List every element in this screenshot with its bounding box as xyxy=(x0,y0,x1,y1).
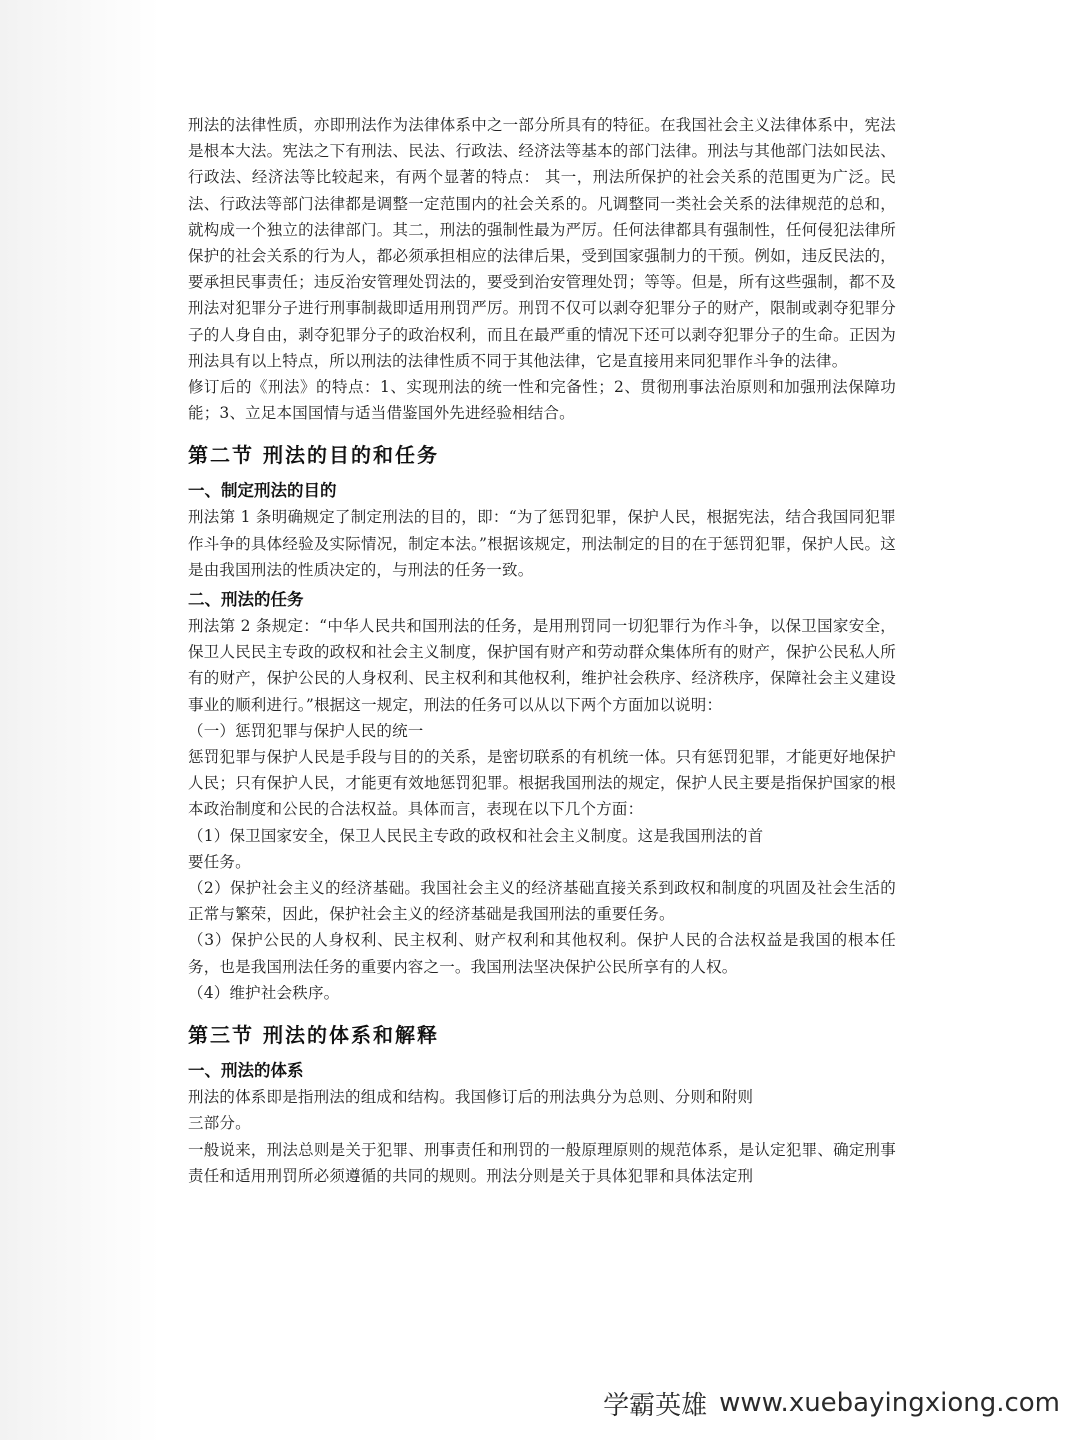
page-shadow-edge xyxy=(0,0,160,1440)
section-2-sub-2-text: 刑法第 2 条规定：“中华人民共和国刑法的任务，是用刑罚同一切犯罪行为作斗争，以保卫国家安全，保卫人民民主专政的政权和社会主义制度，保护国有财产和劳动群众集体所有的财产，保护公民私人所有的财产，保护公民的人身权利、民主权利和其他权利，维护社会秩序、经济秩序，保障社会主义建设事业的顺利进行。”根据这一规定，刑法的任务可以从以下两个方面加以说明： xyxy=(188,617,896,714)
task-item-3: （3）保护公民的人身权利、民主权利、财产权利和其他权利。保护人民的合法权益是我国的根本任务，也是我国刑法任务的重要内容之一。我国刑法坚决保护公民所享有的人权。 xyxy=(188,931,896,976)
section-3-sub-1-line-1: 刑法的体系即是指刑法的组成和结构。我国修订后的刑法典分为总则、分则和附则 xyxy=(188,1088,754,1107)
section-2-sub-2-heading: 二、刑法的任务 xyxy=(188,590,304,610)
watermark-brand: 学霸英雄 xyxy=(603,1390,708,1421)
site-watermark xyxy=(603,1378,1060,1428)
task-item-1-line-1: （1）保卫国家安全，保卫人民民主专政的政权和社会主义制度。这是我国刑法的首 xyxy=(188,826,764,845)
intro-paragraph: 刑法的法律性质，亦即刑法作为法律体系中之一部分所具有的特征。在我国社会主义法律体系中，宪法是根本大法。宪法之下有刑法、民法、行政法、经济法等基本的部门法律。刑法与其他部门法如民法、行政法、经济法等比较起来，有两个显著的特点： 其一，刑法所保护的社会关系的范围更为广泛。民法、行政法等部门法律都是调整一定范围内的社会关系的。凡调整同一类社会关系的法律规范的总和，就构成一个独立的法律部门。其二，刑法的强制性最为严厉。任何法律都具有强制性，任何侵犯法律所保护的社会关系的行为人，都必须承担相应的法律后果，受到国家强制力的干预。例如，违反民法的，要承担民事责任；违反治安管理处罚法的，要受到治安管理处罚；等等。但是，所有这些强制，都不及刑法对犯罪分子进行刑事制裁即适用刑罚严厉。刑罚不仅可以剥夺犯罪分子的财产，限制或剥夺犯罪分子的人身自由，剥夺犯罪分子的政治权利，而且在最严重的情况下还可以剥夺犯罪分子的生命。正因为刑法具有以上特点，所以刑法的法律性质不同于其他法律，它是直接用来同犯罪作斗争的法律。 xyxy=(188,116,896,370)
section-3-title: 第三节 刑法的体系和解释 xyxy=(188,1023,439,1048)
section-3-sub-1-line-2: 三部分。 xyxy=(188,1114,251,1133)
section-2-title: 第二节 刑法的目的和任务 xyxy=(188,443,439,468)
section-3-sub-1-text: 一般说来，刑法总则是关于犯罪、刑事责任和刑罚的一般原理原则的规范体系，是认定犯罪、确定刑事责任和适用刑罚所必须遵循的共同的规则。刑法分则是关于具体犯罪和具体法定刑 xyxy=(188,1140,896,1185)
watermark-url: www.xuebayingxiong.com xyxy=(719,1388,1060,1418)
document-page xyxy=(188,112,896,1189)
task-item-1-line-2: 要任务。 xyxy=(188,852,251,871)
section-2-sub-1-heading: 一、制定刑法的目的 xyxy=(188,481,337,501)
task-item-4: （4）维护社会秩序。 xyxy=(188,983,340,1002)
section-3-sub-1-heading: 一、刑法的体系 xyxy=(188,1061,304,1081)
task-item-2: （2）保护社会主义的经济基础。我国社会主义的经济基础直接关系到政权和制度的巩固及社会生活的正常与繁荣，因此，保护社会主义的经济基础是我国刑法的重要任务。 xyxy=(188,879,896,924)
point-1-title: （一）惩罚犯罪与保护人民的统一 xyxy=(188,721,424,740)
point-1-text: 惩罚犯罪与保护人民是手段与目的的关系，是密切联系的有机统一体。只有惩罚犯罪，才能更好地保护人民；只有保护人民，才能更有效地惩罚犯罪。根据我国刑法的规定，保护人民主要是指保护国家的根本政治制度和公民的合法权益。具体而言，表现在以下几个方面： xyxy=(188,748,896,819)
revised-features-paragraph: 修订后的《刑法》的特点：1、实现刑法的统一性和完备性；2、贯彻刑事法治原则和加强刑法保障功能；3、立足本国国情与适当借鉴国外先进经验相结合。 xyxy=(188,378,896,423)
section-2-sub-1-text: 刑法第 1 条明确规定了制定刑法的目的，即：“为了惩罚犯罪，保护人民，根据宪法，结合我国同犯罪作斗争的具体经验及实际情况，制定本法。”根据该规定，刑法制定的目的在于惩罚犯罪，保护人民。这是由我国刑法的性质决定的，与刑法的任务一致。 xyxy=(188,508,896,579)
